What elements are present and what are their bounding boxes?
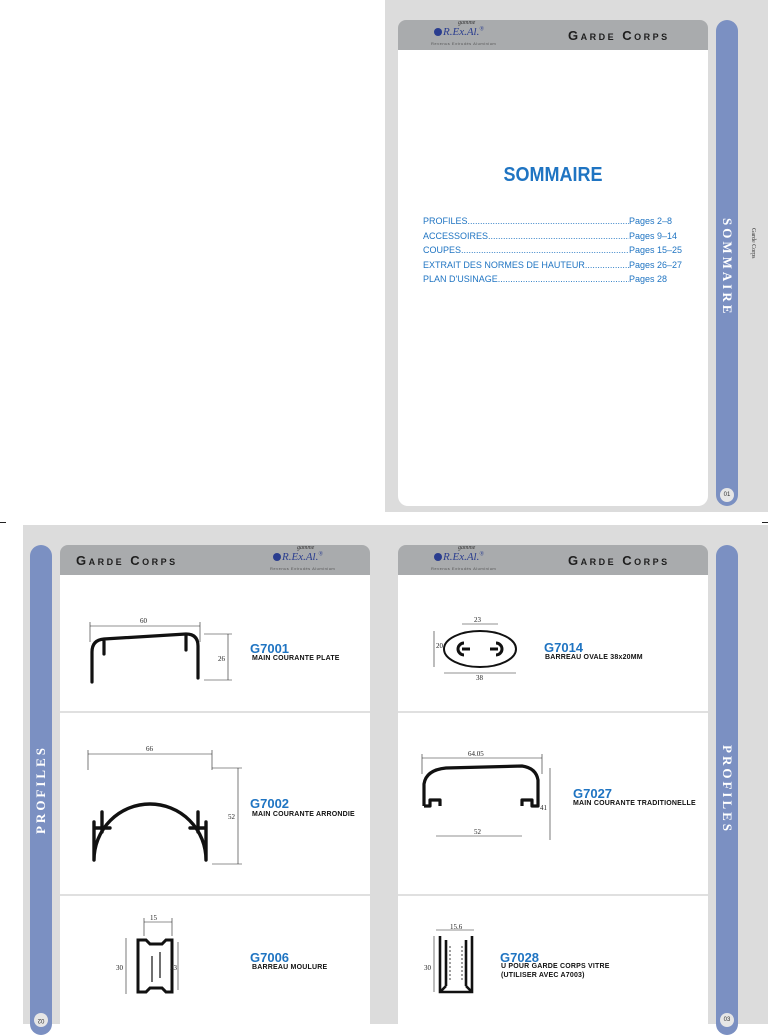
profile-drawing-g7014: [428, 612, 538, 682]
toc-entry-pages: Pages 9–14: [629, 230, 678, 241]
header-title: Garde Corps: [76, 553, 178, 568]
logo-tagline: Revenus Extrudés Aluminium: [431, 41, 497, 46]
row-divider: [60, 894, 370, 896]
page-number: 01: [720, 488, 734, 502]
dimension-label: 52: [228, 813, 235, 821]
logo-tagline: Revenus Extrudés Aluminium: [431, 566, 497, 571]
row-divider: [60, 711, 370, 713]
dimension-label: 15.6: [450, 923, 463, 931]
profiles-left-sidebar: [30, 545, 52, 1035]
side-note: Garde Corps: [750, 228, 756, 259]
profile-drawing-g7006: [112, 912, 192, 1002]
header-title: Garde Corps: [568, 28, 670, 43]
profile-drawing-g7028: [426, 920, 486, 1000]
logo-name-text: R.Ex.Al.: [443, 26, 480, 38]
dimension-label: 30: [424, 964, 431, 972]
profile-drawing-g7027: [412, 744, 562, 844]
toc-entry-pages: Pages 15–25: [629, 245, 683, 256]
toc-entry[interactable]: [423, 245, 693, 260]
sidebar-label-profiles: PROFILES: [33, 745, 48, 835]
sidebar-label-profiles: PROFILES: [720, 745, 735, 835]
logo-name: [434, 26, 484, 38]
toc-entry-label: ACCESSOIRES: [423, 230, 489, 241]
crop-mark: [762, 522, 768, 523]
sommaire-title: SOMMAIRE: [503, 164, 603, 186]
dimension-label: 64.05: [468, 750, 484, 758]
product-code: G7027: [573, 786, 613, 801]
logo-gamme: gamme: [458, 545, 476, 551]
sommaire-sidebar: [716, 20, 738, 506]
toc-leader: [585, 260, 629, 270]
toc-entry[interactable]: [423, 260, 693, 275]
profile-drawing-g7002: [80, 742, 250, 870]
page-number: 03: [720, 1013, 734, 1027]
row-divider: [398, 894, 708, 896]
toc-leader: [498, 274, 629, 284]
logo-mark-icon: [434, 553, 442, 561]
toc-leader: [488, 231, 629, 241]
toc-entry[interactable]: [423, 231, 693, 246]
product-name: MAIN COURANTE ARRONDIE: [252, 811, 355, 818]
logo-tagline: Revenus Extrudés Aluminium: [270, 566, 336, 571]
table-of-contents: [423, 216, 693, 289]
logo-name: [434, 551, 484, 563]
product-code: G7014: [544, 640, 584, 655]
product-name: MAIN COURANTE TRADITIONELLE: [573, 800, 696, 807]
product-code: G7001: [250, 641, 290, 656]
profile-drawing-g7001: [80, 612, 240, 692]
product-code: G7002: [250, 796, 290, 811]
toc-entry[interactable]: [423, 274, 693, 289]
dimension-label: 23: [474, 616, 481, 624]
toc-entry[interactable]: [423, 216, 693, 231]
dimension-label: 66: [146, 745, 153, 753]
profiles-right-header: [398, 545, 708, 575]
toc-leader: [461, 245, 629, 255]
logo-registered: ®: [318, 551, 323, 558]
logo-gamme: gamme: [458, 20, 476, 26]
dimension-label: 26: [218, 655, 225, 663]
logo-name-text: R.Ex.Al.: [443, 551, 480, 563]
dimension-label: 60: [140, 617, 147, 625]
row-divider: [398, 711, 708, 713]
company-logo: [426, 545, 506, 575]
product-name: U POUR GARDE CORPS VITRE: [501, 963, 610, 970]
product-code: G7028: [500, 950, 540, 965]
logo-name: [273, 551, 323, 563]
profiles-left-header: [60, 545, 370, 575]
toc-entry-label: EXTRAIT DES NORMES DE HAUTEUR: [423, 259, 585, 270]
toc-entry-label: COUPES: [423, 245, 462, 256]
sommaire-header: [398, 20, 708, 50]
toc-leader: [468, 216, 629, 226]
product-name: BARREAU OVALE 38x20MM: [545, 654, 643, 661]
company-logo: [426, 20, 506, 50]
product-name: MAIN COURANTE PLATE: [252, 655, 340, 662]
dimension-label: 38: [476, 674, 483, 682]
logo-registered: ®: [479, 551, 484, 558]
dimension-label: 23: [170, 964, 177, 972]
toc-entry-pages: Pages 2–8: [629, 216, 673, 226]
product-name-note: (UTILISER AVEC A7003): [501, 972, 585, 979]
dimension-label: 15: [150, 914, 157, 922]
product-name: BARREAU MOULURE: [252, 964, 328, 971]
company-logo: [265, 545, 345, 575]
dimension-label: 20: [436, 642, 443, 650]
logo-name-text: R.Ex.Al.: [282, 551, 319, 563]
product-code: G7006: [250, 950, 290, 965]
logo-mark-icon: [273, 553, 281, 561]
dimension-label: 41: [540, 804, 547, 812]
sidebar-label-sommaire: SOMMAIRE: [720, 218, 735, 317]
logo-gamme: gamme: [297, 545, 315, 551]
toc-entry-label: PLAN D'USINAGE: [423, 274, 498, 285]
page-number: 02: [34, 1013, 48, 1027]
logo-mark-icon: [434, 28, 442, 36]
dimension-label: 52: [474, 828, 481, 836]
profiles-right-sidebar: [716, 545, 738, 1035]
toc-entry-pages: Pages 28: [629, 274, 668, 285]
dimension-label: 30: [116, 964, 123, 972]
toc-entry-pages: Pages 26–27: [629, 259, 683, 270]
toc-entry-label: PROFILES: [423, 216, 468, 226]
logo-registered: ®: [479, 26, 484, 33]
crop-mark: [0, 522, 6, 523]
header-title: Garde Corps: [568, 553, 670, 568]
